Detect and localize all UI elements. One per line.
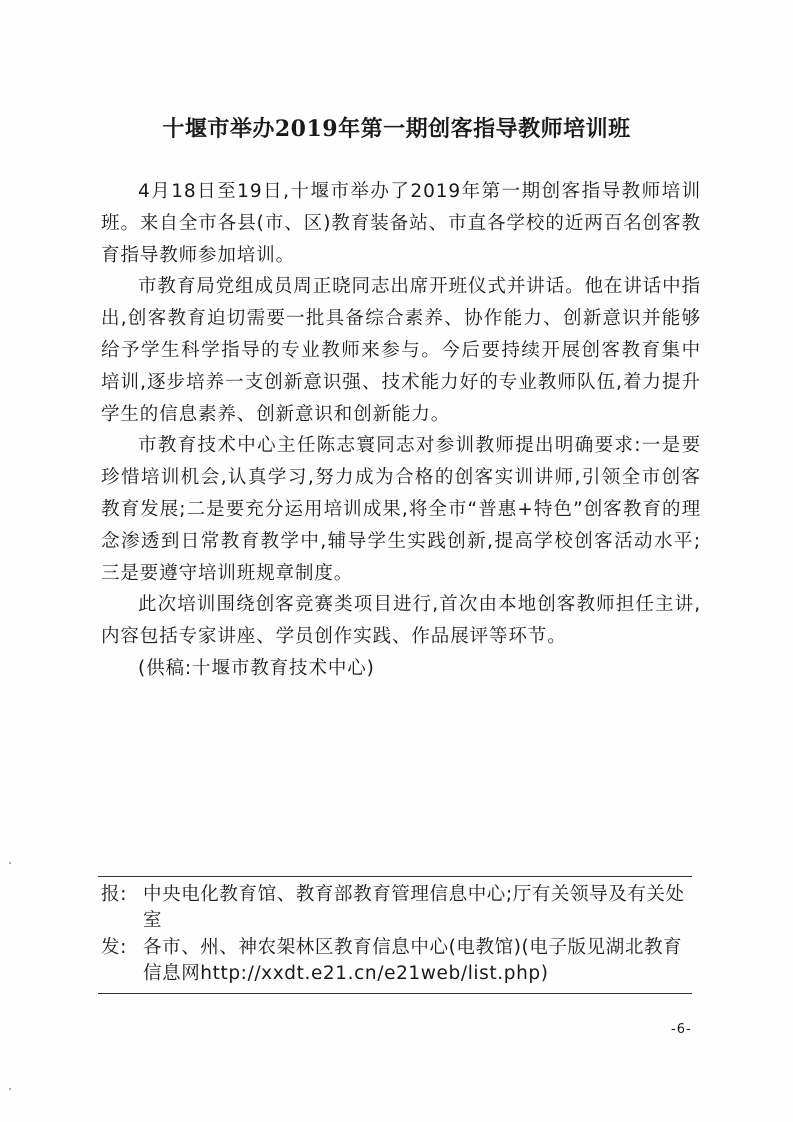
bottom-divider bbox=[98, 993, 692, 994]
scan-mark bbox=[9, 1088, 11, 1090]
page-number: -6- bbox=[671, 1022, 692, 1037]
report-label: 报: bbox=[101, 884, 127, 905]
paragraph-requirements: 市教育技术中心主任陈志寰同志对参训教师提出明确要求:一是要珍惜培训机会,认真学习,努力成为合格的创客实训讲师,引领全市创客教育发展;二是要充分运用培训成果,将全市“普惠+特色”创客教育的理念渗透到日常教育教学中,辅导学生实践创新,提高学校创客活动水平;三是要遵守培训班规章制度。 bbox=[101, 435, 701, 584]
scan-mark bbox=[9, 862, 11, 864]
paragraph-speech: 市教育局党组成员周正晓同志出席开班仪式并讲话。他在讲话中指出,创客教育迫切需要一批具备综合素养、协作能力、创新意识并能够给予学生科学指导的专业教师来参与。今后要持续开展创客教育集中培训,逐步培养一支创新意识强、技术能力好的专业教师队伍,着力提升学生的信息素养、创新意识和创新能力。 bbox=[101, 276, 701, 425]
send-label: 发: bbox=[101, 937, 127, 958]
credit-line: (供稿:十堰市教育技术中心) bbox=[138, 657, 375, 679]
document-title: 十堰市举办2019年第一期创客指导教师培训班 bbox=[162, 116, 631, 142]
paragraph-content: 此次培训围绕创客竞赛类项目进行,首次由本地创客教师担任主讲,内容包括专家讲座、学员创作实践、作品展评等环节。 bbox=[101, 594, 701, 648]
report-text: 中央电化教育馆、教育部教育管理信息中心;厅有关领导及有关处室 bbox=[143, 884, 685, 931]
article-body bbox=[101, 176, 701, 685]
send-text: 各市、州、神农架林区教育信息中心(电教馆)(电子版见湖北教育信息网http://xxdt.e21.cn/e21web/list.php) bbox=[143, 937, 683, 984]
top-divider bbox=[98, 876, 692, 877]
paragraph-intro: 4月18日至19日,十堰市举办了2019年第一期创客指导教师培训班。来自全市各县(市、区)教育装备站、市直各学校的近两百名创客教育指导教师参加培训。 bbox=[101, 181, 701, 266]
